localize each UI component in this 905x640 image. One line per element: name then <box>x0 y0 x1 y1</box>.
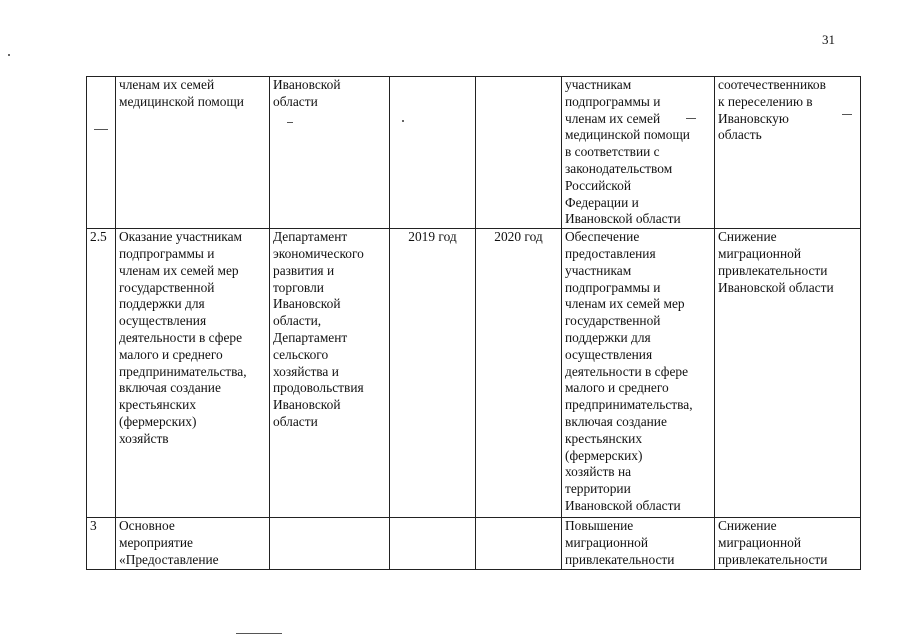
table-row <box>87 77 861 229</box>
result-cell: Повышение миграционной привлекательности <box>562 518 715 569</box>
scan-artifact <box>287 122 293 123</box>
start-date-cell <box>390 77 476 229</box>
scan-artifact <box>236 633 282 634</box>
end-date-cell: 2020 год <box>476 229 562 518</box>
scan-artifact <box>402 120 404 122</box>
row-number-cell: 2.5 <box>87 229 116 518</box>
result-cell: Обеспечение предоставления участникам подпрограммы и членам их семей мер государственной поддержки для осуществления деятельности в сфере малого и среднего предпринимательства, включая создание крестьянских (фермерских) хозяйств на территории Ивановской области <box>562 229 715 518</box>
executor-cell <box>270 518 390 569</box>
measure-cell: Основное мероприятие «Предоставление <box>116 518 270 569</box>
scan-artifact <box>686 118 696 119</box>
start-date-cell: 2019 год <box>390 229 476 518</box>
start-date-cell <box>390 518 476 569</box>
measure-cell: членам их семей медицинской помощи <box>116 77 270 229</box>
scan-artifact <box>8 54 10 56</box>
table-row <box>87 229 861 518</box>
end-date-cell <box>476 77 562 229</box>
executor-cell: Департамент экономического развития и торговли Ивановской области, Департамент сельского хозяйства и продовольствия Ивановской области <box>270 229 390 518</box>
scan-artifact <box>94 129 108 130</box>
table-row <box>87 518 861 569</box>
row-number-cell: 3 <box>87 518 116 569</box>
page-number: 31 <box>822 32 835 47</box>
measure-cell: Оказание участникам подпрограммы и членам их семей мер государственной поддержки для осуществления деятельности в сфере малого и среднего предпринимательства, включая создание крестьянских (фермерских) хозяйств <box>116 229 270 518</box>
row-number-cell <box>87 77 116 229</box>
consequence-cell: Снижение миграционной привлекательности Ивановской области <box>715 229 861 518</box>
consequence-cell: Снижение миграционной привлекательности <box>715 518 861 569</box>
consequence-cell: соотечественников к переселению в Ивановскую область <box>715 77 861 229</box>
end-date-cell <box>476 518 562 569</box>
result-cell: участникам подпрограммы и членам их семей медицинской помощи в соответствии с законодательством Российской Федерации и Ивановской области <box>562 77 715 229</box>
scan-artifact <box>842 114 852 115</box>
executor-cell: Ивановской области <box>270 77 390 229</box>
measures-table <box>86 76 861 570</box>
